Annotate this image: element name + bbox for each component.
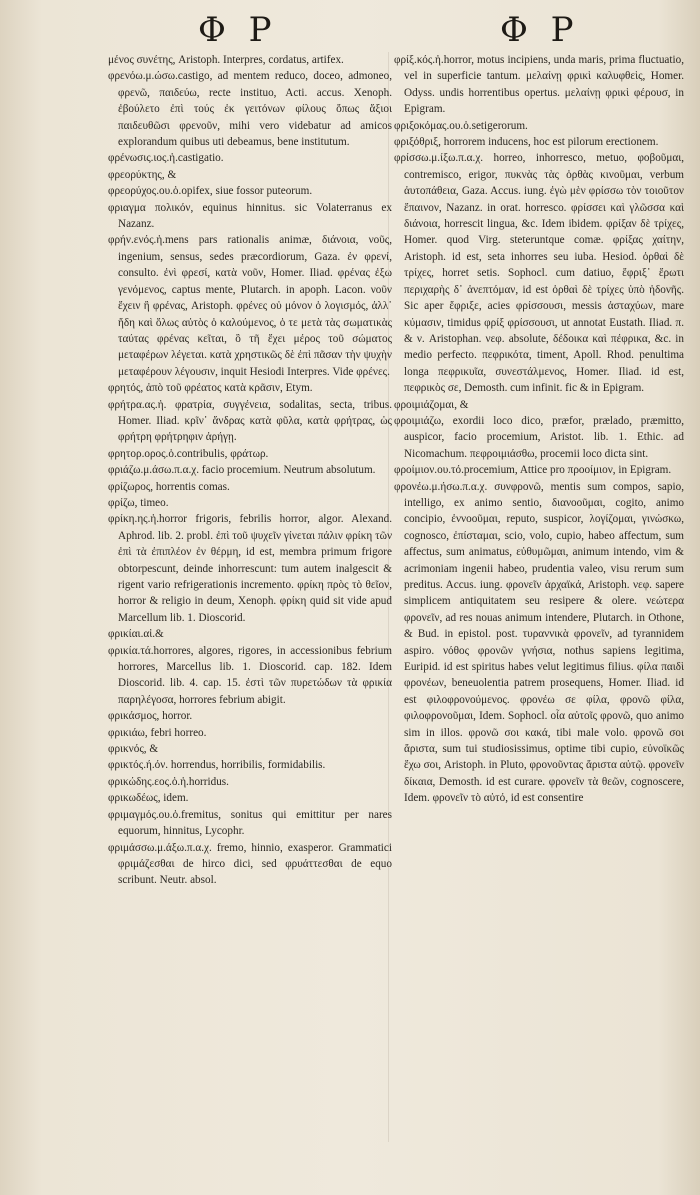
dictionary-entry: φρενόω.μ.ώσω.castigo, ad mentem reduco, doceo, admoneo, φρενῶ, παιδεύω, recte instituo, Acti. accus. Xenoph. ἐβούλετο ἐπὶ τούς ἐκ γειτόνων φίλους ὅπως ἄξιοι παιδευθῶσι φρενοῦν, mihi vero videbatur ad amicos explorandum quibus uti debeamus, bene institutum.: [108, 70, 392, 149]
right-column: [394, 52, 684, 807]
dictionary-entry: φρίκη.ης.ἡ.horror frigoris, febrilis horror, algor. Alexand. Aphrod. lib. 2. probl. ἐπὶ τοῦ ψυχεῖν γίνεται πάλιν φρίκη τῶν ἐπὶ τὰ ἐπιπλέον ἐν θέρμη, id est, membra primum frigore obtorpescunt, deinde inhorrescunt: tum autem inalgescit & rigent vario refrigerationis incremento. φρίκη πρὸς τὸ θεῖον, horror & religio in deum, Xenoph. φρίκη quid sit vide apud Marcellum lib. 1. Dioscorid.: [108, 513, 392, 624]
dictionary-entry: φρονέω.μ.ήσω.π.α.χ. συνφρονῶ, mentis sum compos, sapio, intelligo, ex animo sentio, διανοοῦμαι, cogito, animo concipio, ἐννοοῦμαι, reputo, suspicor, λογίζομαι, γινώσκω, cognosco, ἐπίσταμαι, scio, volo, cupio, habeo affectum, sum affectus, sum animatus, εὐθυμῶμαι, animum intendo, vim & acrimoniam ingenii habeo, prudentia valeo, visu rerum sum preditus. Accus. iung. φρονεῖν ἀρχαϊκά, Aristoph. νεφ. sapere simplicem antiquitatem seu resipere & olere. νεώτερα φρονεῖν, ad res nouas animum intendere, Plutarch. in Othone, & Bud. in epistol. post. τυραννικὰ φρονεῖν, ad tyrannidem aspiro. νόθος φρονῶν γνήσια, nothus sapiens legitima, Euripid. id est spiritus habes velut legitimus filius. φίλα παιδὶ φρονέων, beneuolentia patrem prosequens, Homer. Iliad. id est φιλοφρονούμενος. φρονέω σε φίλα, φρονῶ φίλα, φιλοφρονοῦμαι, Idem. Sophocl. οἷα αὐτοῖς φρονῶ, quo animo sim in illos. φρονῶ σοι κακά, tibi male volo. φρονῶ σοι ἄριστα, sum tui studiosissimus, optime tibi cupio, εὐνοϊκῶς ἔχω σοι, Aristoph. in Pluto, φρονοῦντας ἄριστα αὐτῷ. φρονεῖν δίκαια, Demosth. id est curare. φρονεῖν τὰ θεῶν, cognoscere, Idem. φρονεῖν τὸ αὐτό, id est consentire: [394, 480, 684, 805]
dictionary-entry: φρικία.τά.horrores, algores, rigores, in accessionibus febrium horrores, Marcellus lib. 1. Dioscorid. cap. 182. Idem Dioscorid. lib. 4. cap. 15. ἐστὶ τῶν πυρετώδων τὰ φρικία παρηλέγοσα, horrores febrium abigit.: [108, 644, 392, 706]
dictionary-entry: φρεορύχος.ου.ὁ.opifex, siue fossor puteorum.: [108, 185, 313, 198]
dictionary-entry: φριαγμα πολικόν, equinus hinnitus. sic Volaterranus ex Nazanz.: [108, 201, 392, 231]
dictionary-entry: φρητός, ἀπὸ τοῦ φρέατος κατὰ κρᾶσιν, Etym.: [108, 382, 313, 395]
dictionary-entry: φρήν.ενός.ἡ.mens pars rationalis animæ, διάνοια, νοῦς, ingenium, sensus, sedes præcordiorum, Gaza. ἐν φρενί, consulto. ἐνὶ φρεσί, κατὰ νοῦν, Homer. Iliad. φρένας ἐξω γενόμενος, captus mente, Plutarch. in apoph. Lacon. νοῦν ἔχειν ἢ φρένας, Aristoph. φρένες οὐ μόνον ὁ λογισμός, ἀλλ᾽ ἤδη καὶ ὅλως αὐτὸς ὁ καλούμενος, ὁ τε μετὰ τὰς σωματικὰς ταύτας φρένας κεῖται, ὃ τῆ ἔχει μέρος τοῦ σώματος μεταφέρων λέγεται. κατὰ χρηστικῶς δὲ ἐπὶ πᾶσαν τὴν ψυχὴν μεταφέρουν λέγουσιν, inquit Hesiodi Interpres. Vide φρένες.: [108, 234, 392, 378]
dictionary-entry: φριμάσσω.μ.άξω.π.α.χ. fremo, hinnio, exasperor. Grammatici φριμάζεσθαι de hirco dici, sed φρυάττεσθαι de equo scribunt. Neutr. absol.: [108, 841, 392, 887]
dictionary-entry: φρικιάω, febri horreo.: [108, 726, 207, 739]
dictionary-entry: φριάζω.μ.άσω.π.α.χ. facio procemium. Neutrum absolutum.: [108, 464, 376, 477]
dictionary-entry: φροιμιάζω, exordii loco dico, præfor, prælado, præmitto, auspicor, facio procemium, Aristot. lib. 1. Ethic. ad Nicomachum. πεφροιμιάσθω, procemii loco dicta sint.: [394, 414, 684, 460]
dictionary-entry: φριξοκόμας.ου.ὁ.setigerorum.: [394, 119, 528, 132]
left-column: [108, 52, 392, 889]
dictionary-entry: φρίζωρος, horrentis comas.: [108, 480, 230, 493]
dictionary-entry: φρικωδέως, idem.: [108, 792, 189, 805]
dictionary-entry: φριμαγμός.ου.ὁ.fremitus, sonitus qui emittitur per nares equorum, hinnitus, Lycophr.: [108, 808, 392, 838]
dictionary-entry: φρικάσμος, horror.: [108, 710, 193, 723]
header-letters-left: Φ Ρ: [198, 10, 278, 50]
dictionary-entry: φρικίαι.αἱ.&: [108, 628, 164, 641]
dictionary-entry: φρίζω, timeo.: [108, 496, 169, 509]
header-letters-right: Φ Ρ: [500, 10, 580, 50]
dictionary-entry: μένος συνέτης, Aristoph. Interpres, cordatus, artifex.: [108, 54, 344, 66]
dictionary-entry: φρικνός, &: [108, 743, 159, 756]
dictionary-entry: φροίμιον.ου.τό.procemium, Attice pro προοίμιον, in Epigram.: [394, 464, 672, 477]
dictionary-entry: φριξόθριξ, horrorem inducens, hoc est pilorum erectionem.: [394, 136, 659, 149]
dictionary-entry: φρικώδης.εος.ὁ.ἡ.horridus.: [108, 775, 229, 788]
dictionary-entry: φρητορ.ορος.ὁ.contribulis, φράτωρ.: [108, 447, 269, 460]
dictionary-entry: φρεορύκτης, &: [108, 168, 177, 181]
dictionary-entry: φροιμιάζομαι, &: [394, 398, 469, 411]
dictionary-entry: φρίξ.κός.ἡ.horror, motus incipiens, unda maris, prima fluctuatio, vel in superficie tantum. μελαίνῃ φρικὶ καλυφθεὶς, Homer. Odyss. undis horrentibus opertus. μελαίνῃ φρικὶ φέρουσ, in Epigram.: [394, 54, 684, 116]
dictionary-entry: φρήτρα.ας.ἡ. φρατρία, συγγένεια, sodalitas, secta, tribus. Homer. Iliad. κρῖν᾽ ἄνδρας κατὰ φῦλα, κατὰ φρήτρας, ὡς φρήτρη φρήτρηφιν ἀρήγῃ.: [108, 398, 392, 444]
dictionary-entry: φρικτός.ή.όν. horrendus, horribilis, formidabilis.: [108, 759, 326, 772]
dictionary-entry: φρίσσω.μ.ίξω.π.α.χ. horreo, inhorresco, metuo, φοβοῦμαι, contremisco, erigor, πυκνὰς τὰς ὀρθὰς κινοῦμαι, verbum ἀυτοπάθεια, Gaza. Accus. iung. ἐγὼ μὲν φρίσσω τὸν τοιοῦτον ἔπαινον, Nazanz. in orat. horresco. φρίσσει καὶ γλῶσσα καὶ διάνοια, horrescit lingua, &c. Idem ibidem. φρίξαν δὲ τρίχες, Homer. quod Virg. steteruntque comæ. φρίξας χαίτην, Aristoph. id est, seta inhorres seu iuba. Hesiod. ὀρθαὶ δὲ τρίχες, horret setis. Sophocl. cum datiuo, ἔφριξ᾽ ἔρωτι περιχαρὴς δ᾽ ἀνεπτόμαν, id est ὀρθαὶ δὲ τρίχες ὑπὸ ἡδονῆς. Sic aper ἔφριξε, acies φρίσσουσι, messis ἀσταχύων, mare κύμασιν, timidus φρίξ φρίσσουσι, ut annotat Eustath. Iliad. π. & ν. Aristophan. νεφ. absolute, δέδοικα καὶ πέφρικα, &c. in medio perfecto. πεφρικότα, timent, Apoll. Rhod. penultima longa πεφρικυῖα, συνεστάλμενος, Homer. Iliad. id est, πεφρικὸς σε, Demosth. cum infinit. fic & in Epigram.: [394, 152, 684, 395]
dictionary-entry: φρένωσις.ιος.ἡ.castigatio.: [108, 152, 224, 165]
